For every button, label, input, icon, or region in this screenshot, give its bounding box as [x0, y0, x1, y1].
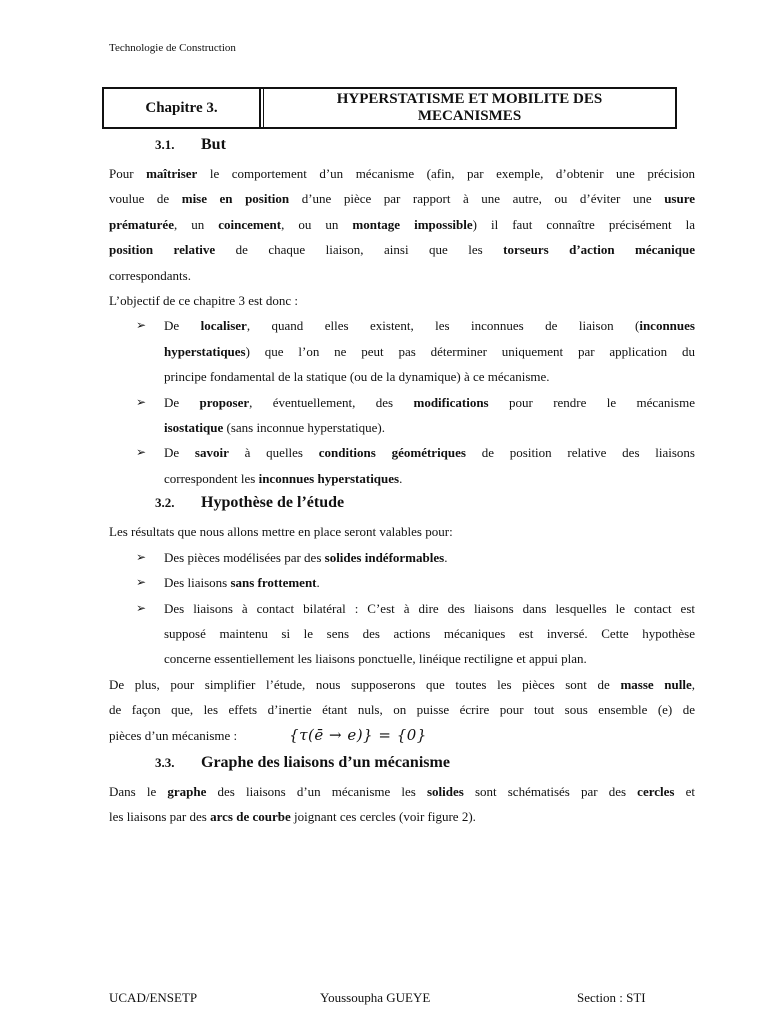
section-title: But: [201, 136, 226, 153]
text-line: position relative de chaque liaison, ainsi que les torseurs d’action mécanique: [109, 242, 696, 258]
text-line: De plus, pour simplifier l’étude, nous supposerons que toutes les pièces sont de masse nulle,: [109, 676, 695, 692]
hypothesis-list: [109, 545, 695, 672]
formula-intro: pièces d’un mécanisme :: [109, 727, 238, 743]
text-line: De localiser, quand elles existent, les inconnues de liaison (inconnues: [164, 318, 695, 334]
running-header: Technologie de Construction: [109, 42, 236, 54]
bullet-item: [109, 545, 695, 570]
bold-term: graphe: [167, 783, 207, 799]
text-line: De savoir à quelles conditions géométriques de position relative des liaisons: [164, 445, 695, 461]
hypothesis-intro: Les résultats que nous allons mettre en place seront valables pour:: [109, 524, 453, 540]
text-line: concerne essentiellement les liaisons ponctuelle, linéique rectiligne et appui plan.: [164, 651, 587, 667]
bold-term: savoir: [194, 445, 229, 461]
bold-term: hyperstatiques: [164, 343, 246, 359]
text-line: Des liaisons à contact bilatéral : C’est à dire des liaisons dans lesquelles le contact est: [164, 600, 695, 616]
text-line: isostatique (sans inconnue hyperstatique).: [164, 420, 385, 436]
bold-term: modifications: [413, 394, 489, 410]
bold-term: sans frottement: [230, 575, 317, 591]
section-heading-1: [109, 136, 695, 161]
bold-term: usure: [664, 191, 696, 207]
bold-term: masse nulle: [620, 676, 692, 692]
arrow-bullet-icon: ➢: [136, 445, 147, 460]
bold-term: maîtriser: [146, 166, 198, 181]
text-line: Des pièces modélisées par des solides indéformables.: [164, 549, 448, 565]
bold-term: mise en position: [181, 191, 290, 207]
text-line: supposé maintenu si le sens des actions mécaniques est inversé. Cette hypothèse: [164, 625, 695, 641]
paragraph-but: [109, 161, 695, 288]
bold-term: prématurée: [109, 216, 174, 232]
formula-line: [109, 723, 695, 748]
text-line: de façon que, les effets d’inertie étant nuls, on puisse écrire pour tout sous ensemble (e) de: [109, 702, 695, 718]
arrow-bullet-icon: ➢: [136, 549, 147, 564]
text-line: principe fondamental de la statique (ou de la dynamique) à ce mécanisme.: [164, 369, 550, 385]
section-heading-3: [109, 754, 695, 779]
section-number: 3.2.: [155, 495, 175, 511]
arrow-bullet-icon: ➢: [136, 600, 147, 615]
objective-list: [109, 313, 695, 491]
arrow-bullet-icon: ➢: [136, 394, 147, 409]
bullet-item: [109, 390, 695, 441]
footer-institution: UCAD/ENSETP: [109, 990, 198, 1005]
page-footer: [0, 990, 768, 1010]
text-line: les liaisons par des arcs de courbe joignant ces cercles (voir figure 2).: [109, 809, 476, 825]
bold-term: arcs de courbe: [210, 809, 291, 825]
bold-term: proposer: [199, 394, 250, 410]
objective-intro: L’objectif de ce chapitre 3 est donc :: [109, 293, 299, 309]
footer-author: Youssoupha GUEYE: [320, 990, 431, 1005]
chapter-header-box: [102, 87, 677, 129]
bold-term: inconnues hyperstatiques: [258, 470, 400, 486]
text-line: De proposer, éventuellement, des modifications pour rendre le mécanisme: [164, 394, 695, 410]
bold-term: conditions géométriques: [318, 445, 466, 461]
footer-section: Section : STI: [577, 990, 646, 1005]
bold-term: coincement: [218, 216, 282, 232]
text-line: prématurée, un coincement, ou un montage impossible) il faut connaître précisément la: [109, 216, 696, 232]
bold-term: cercles: [637, 783, 675, 799]
section-number: 3.3.: [155, 754, 175, 770]
bold-term: montage impossible: [352, 216, 473, 232]
text-line: Des liaisons sans frottement.: [164, 575, 320, 591]
text-line: voulue de mise en position d’une pièce par rapport à une autre, ou d’éviter une usure: [109, 191, 696, 207]
arrow-bullet-icon: ➢: [136, 318, 147, 333]
document-body: [109, 136, 695, 830]
torsor-formula: {τ(ē → e)} = {0}: [289, 725, 427, 744]
section-title: Hypothèse de l’étude: [201, 494, 345, 512]
paragraph-mass: [109, 672, 695, 723]
section-title: Graphe des liaisons d’un mécanisme: [201, 753, 450, 771]
section-number: 3.1.: [155, 137, 175, 152]
section-heading-2: [109, 494, 695, 519]
bullet-item: [109, 570, 695, 595]
chapter-label: Chapitre 3.: [104, 89, 261, 127]
text-line: correspondants.: [109, 267, 191, 283]
bullet-item: [109, 440, 695, 491]
text-line: correspondent les inconnues hyperstatiques.: [164, 470, 403, 486]
bold-term: inconnues: [639, 318, 695, 334]
bullet-item: [109, 596, 695, 672]
bullet-item: [109, 313, 695, 389]
text-line: hyperstatiques) que l’on ne peut pas déterminer uniquement par application du: [164, 343, 695, 359]
bold-term: isostatique: [164, 420, 224, 436]
bold-term: position relative: [109, 242, 216, 258]
text-line: Pour maîtriser le comportement d’un mécanisme (afin, par exemple, d’obtenir une précision: [109, 166, 695, 181]
bold-term: torseurs d’action mécanique: [503, 242, 696, 258]
chapter-title: HYPERSTATISME ET MOBILITE DES MECANISMES: [263, 89, 675, 127]
bold-term: solides indéformables: [324, 549, 445, 565]
bold-term: localiser: [200, 318, 247, 334]
arrow-bullet-icon: ➢: [136, 575, 147, 590]
text-line: Dans le graphe des liaisons d’un mécanisme les solides sont schématisés par des cercles et: [109, 783, 695, 799]
paragraph-graph: [109, 779, 695, 830]
bold-term: solides: [426, 783, 464, 799]
